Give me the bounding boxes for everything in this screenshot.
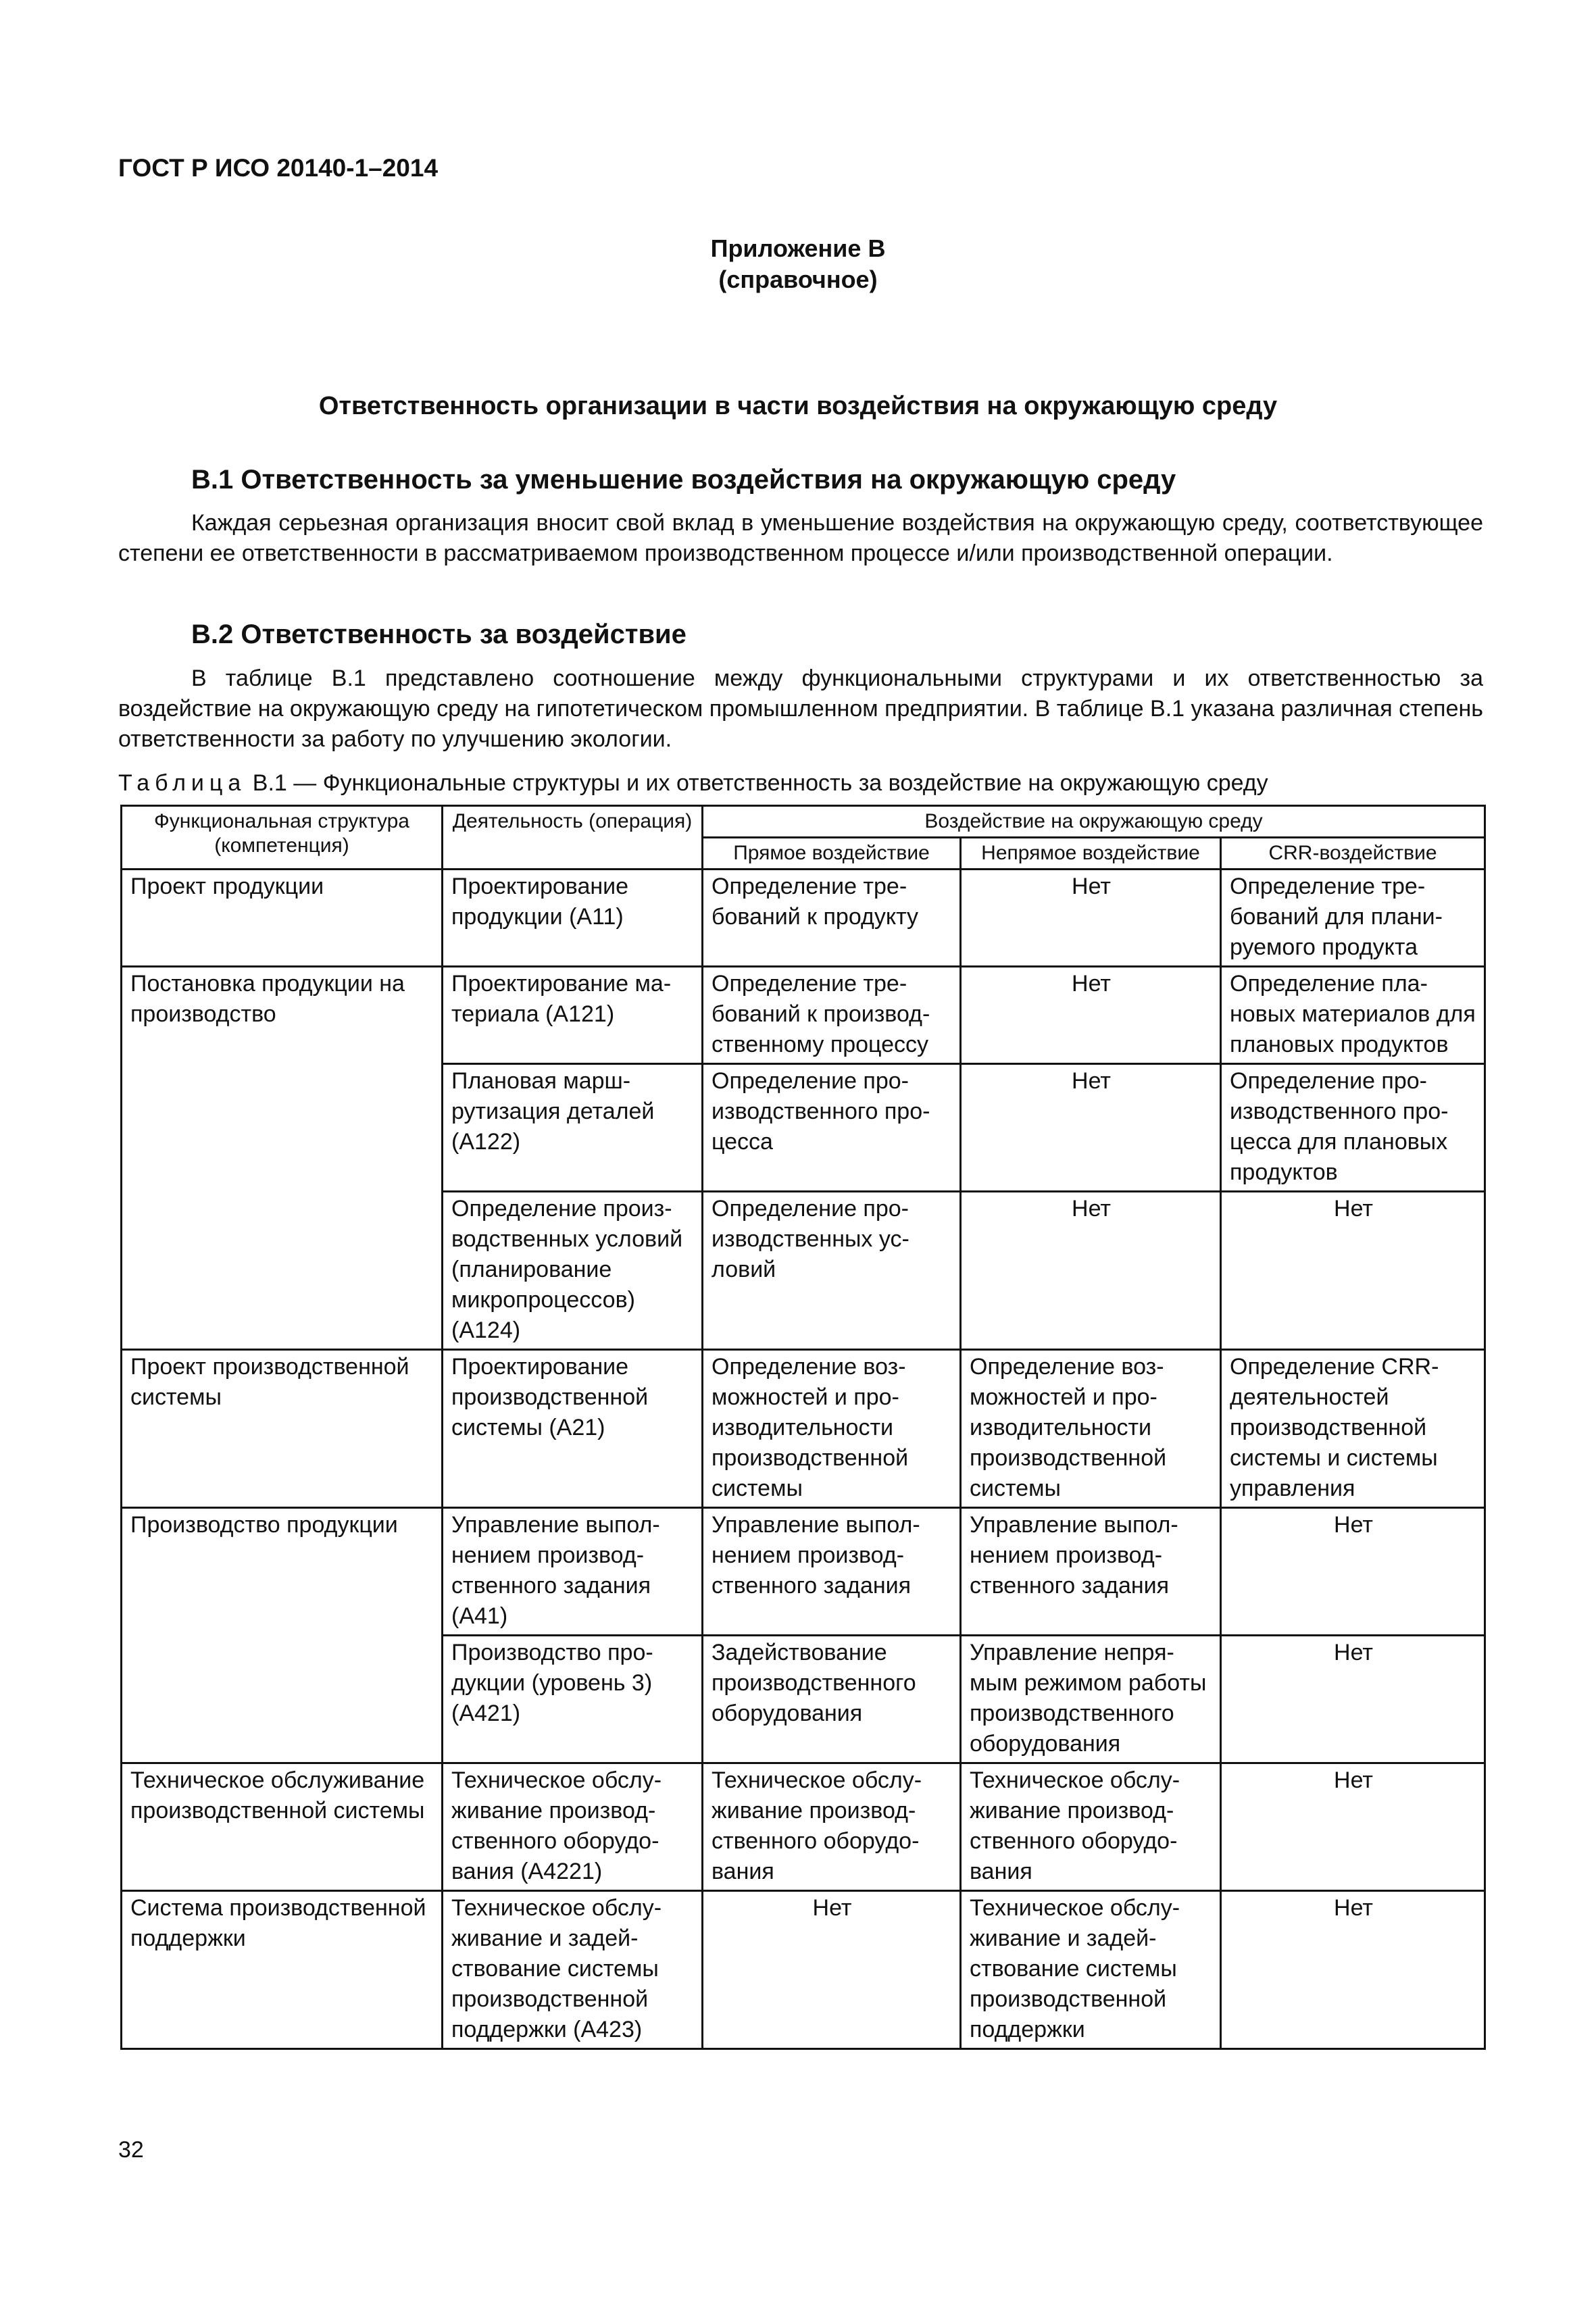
document-code: ГОСТ Р ИСО 20140-1–2014 bbox=[118, 154, 439, 182]
table-caption-label: Таблица bbox=[118, 770, 247, 796]
cell-activity: Техническое обслуживание производственного оборудования (А4221) bbox=[443, 1763, 703, 1891]
page-number: 32 bbox=[118, 2137, 144, 2163]
impact-table bbox=[120, 805, 1486, 2050]
header-activity: Деятельность (операция) bbox=[443, 806, 703, 870]
header-indirect: Непрямое воздействие bbox=[961, 838, 1221, 870]
cell-crr: Нет bbox=[1221, 1636, 1485, 1763]
table-caption bbox=[118, 770, 1268, 797]
cell-structure: Система производственной поддержки bbox=[122, 1891, 443, 2049]
cell-crr: Определение производственного процесса для плановых продуктов bbox=[1221, 1064, 1485, 1192]
cell-crr: Определение CRR-деятельностей производственной системы и системы управления bbox=[1221, 1350, 1485, 1508]
cell-direct: Определение возможностей и производительности производственной системы bbox=[703, 1350, 961, 1508]
section-2-paragraph bbox=[118, 663, 1483, 755]
cell-structure: Проект продукции bbox=[122, 870, 443, 967]
cell-crr: Определение плановых материалов для плановых продуктов bbox=[1221, 967, 1485, 1064]
table-row bbox=[122, 1891, 1485, 2049]
section-1-heading: В.1 Ответственность за уменьшение воздействия на окружающую среду bbox=[191, 465, 1176, 495]
cell-direct: Задействование производственного оборудования bbox=[703, 1636, 961, 1763]
cell-structure: Постановка продукции на производство bbox=[122, 967, 443, 1350]
cell-crr: Определение требований для планируемого продукта bbox=[1221, 870, 1485, 967]
table-row bbox=[122, 1763, 1485, 1891]
cell-direct: Определение производственного процесса bbox=[703, 1064, 961, 1192]
section-2-text: В таблице В.1 представлено соотношение между функциональными структурами и их ответственностью за воздействие на окружающую среду на гипотетическом промышленном предприятии. В таблице В.1 указана различная степень ответственности за работу по улучшению экологии. bbox=[118, 665, 1483, 752]
cell-direct: Техническое обслуживание производственного оборудования bbox=[703, 1763, 961, 1891]
table-row bbox=[122, 1508, 1485, 1636]
cell-activity: Производство продукции (уровень 3) (А421) bbox=[443, 1636, 703, 1763]
header-impact: Воздействие на окружающую среду bbox=[703, 806, 1485, 838]
cell-crr: Нет bbox=[1221, 1508, 1485, 1636]
cell-structure: Проект производственной системы bbox=[122, 1350, 443, 1508]
header-structure: Функциональная структура (компетенция) bbox=[122, 806, 443, 870]
cell-activity: Проектирование материала (А121) bbox=[443, 967, 703, 1064]
cell-direct: Нет bbox=[703, 1891, 961, 2049]
main-heading: Ответственность организации в части воздействия на окружающую среду bbox=[318, 392, 1278, 420]
cell-direct: Управление выполнением производственного задания bbox=[703, 1508, 961, 1636]
cell-activity: Техническое обслуживание и задействование системы производственной поддержки (А423) bbox=[443, 1891, 703, 2049]
cell-indirect: Нет bbox=[961, 967, 1221, 1064]
cell-indirect: Определение возможностей и производительности производственной системы bbox=[961, 1350, 1221, 1508]
table-row bbox=[122, 967, 1485, 1064]
section-1-paragraph bbox=[118, 508, 1483, 569]
section-1-text: Каждая серьезная организация вносит свой вклад в уменьшение воздействия на окружающую среду, соответствующее степени ее ответственности в рассматриваемом производственном процессе и/или производственной операции. bbox=[118, 510, 1483, 566]
cell-indirect: Нет bbox=[961, 1064, 1221, 1192]
cell-direct: Определение требований к продукту bbox=[703, 870, 961, 967]
cell-activity: Проектирование производственной системы (А21) bbox=[443, 1350, 703, 1508]
cell-indirect: Нет bbox=[961, 1192, 1221, 1350]
cell-indirect: Управление непрямым режимом работы производственного оборудования bbox=[961, 1636, 1221, 1763]
cell-activity: Определение производственных условий (планирование микропроцессов) (А124) bbox=[443, 1192, 703, 1350]
header-crr: CRR-воздействие bbox=[1221, 838, 1485, 870]
cell-crr: Нет bbox=[1221, 1891, 1485, 2049]
cell-activity: Управление выполнением производственного задания (А41) bbox=[443, 1508, 703, 1636]
annex-kind: (справочное) bbox=[718, 266, 878, 293]
cell-structure: Производство продукции bbox=[122, 1508, 443, 1763]
cell-direct: Определение производственных условий bbox=[703, 1192, 961, 1350]
cell-indirect: Нет bbox=[961, 870, 1221, 967]
table-row bbox=[122, 1350, 1485, 1508]
cell-crr: Нет bbox=[1221, 1763, 1485, 1891]
cell-indirect: Техническое обслуживание производственного оборудования bbox=[961, 1763, 1221, 1891]
cell-indirect: Управление выполнением производственного задания bbox=[961, 1508, 1221, 1636]
cell-indirect: Техническое обслуживание и задействование системы производственной поддержки bbox=[961, 1891, 1221, 2049]
cell-activity: Проектирование продукции (А11) bbox=[443, 870, 703, 967]
cell-structure: Техническое обслуживание производственной системы bbox=[122, 1763, 443, 1891]
table-caption-text: В.1 — Функциональные структуры и их ответственность за воздействие на окружающую среду bbox=[252, 770, 1268, 796]
table-row bbox=[122, 870, 1485, 967]
section-2-heading: В.2 Ответственность за воздействие bbox=[191, 620, 687, 649]
table-header-row bbox=[122, 806, 1485, 838]
cell-activity: Плановая маршрутизация деталей (А122) bbox=[443, 1064, 703, 1192]
cell-crr: Нет bbox=[1221, 1192, 1485, 1350]
annex-title: Приложение В bbox=[710, 234, 886, 262]
header-direct: Прямое воздействие bbox=[703, 838, 961, 870]
cell-direct: Определение требований к производственному процессу bbox=[703, 967, 961, 1064]
